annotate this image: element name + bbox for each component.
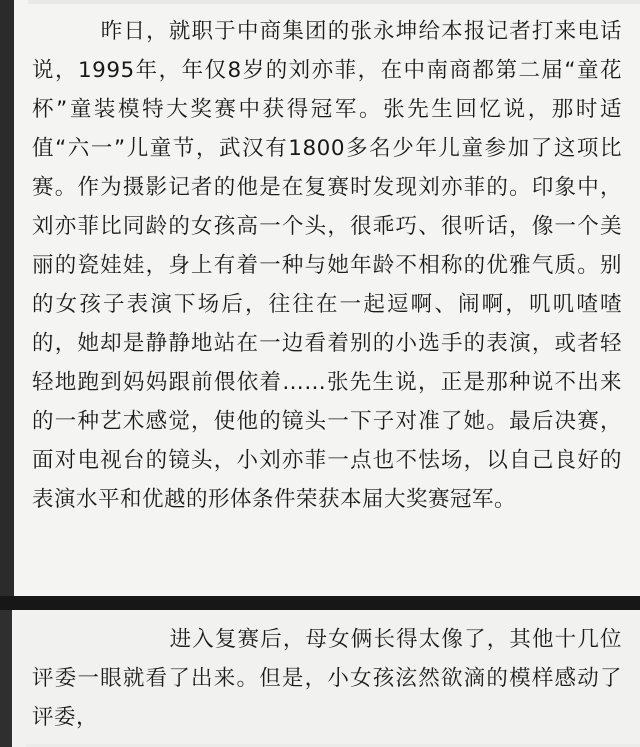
- article-paragraph: 昨日，就职于中商集团的张永坤给本报记者打来电话说，1995年，年仅8岁的刘亦菲，在中南商都第二届“童花杯”童装模特大奖赛中获得冠军。张先生回忆说，那时适值“六一”儿童节，武汉有1800多名少年儿童参加了这项比赛。作为摄影记者的他是在复赛时发现刘亦菲的。印象中，刘亦菲比同龄的女孩高一个头，很乖巧、很听话，像一个美丽的瓷娃娃，身上有着一种与她年龄不相称的优雅气质。别的女孩子表演下场后，往往在一起逗啊、闹啊，叽叽喳喳的，她却是静静地站在一边看着别的小选手的表演，或者轻轻地跑到妈妈跟前偎依着……张先生说，正是那种说不出来的一种艺术感觉，使他的镜头一下子对准了她。最后决赛，面对电视台的镜头，小刘亦菲一点也不怯场，以自己良好的表演水平和优越的形体条件荣获本届大奖赛冠军。: [32, 19, 622, 512]
- fragment-separator-bar: [0, 596, 640, 610]
- article-paragraph: 进入复赛后，母女俩长得太像了，其他十几位评委一眼就看了出来。但是，小女孩泫然欲滴的模样感动了评委，: [32, 627, 622, 730]
- article-fragment-top: [14, 0, 640, 596]
- scan-left-gutter-top: [0, 0, 14, 598]
- article-fragment-bottom: [14, 610, 640, 747]
- scan-edge-artifact-top: [28, 0, 640, 4]
- scan-left-gutter-bottom: [0, 598, 12, 747]
